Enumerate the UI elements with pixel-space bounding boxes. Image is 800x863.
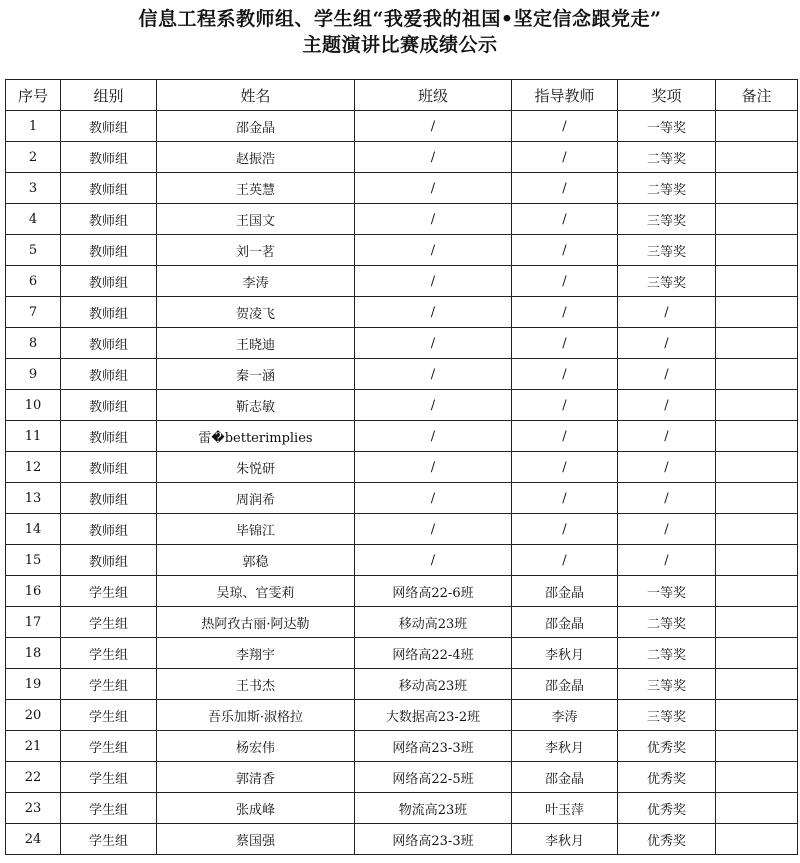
cell-note xyxy=(716,793,798,824)
cell-name: 靳志敏 xyxy=(157,390,355,421)
results-table xyxy=(5,79,798,855)
cell-award: / xyxy=(618,359,716,390)
cell-advisor: 邵金晶 xyxy=(512,576,618,607)
cell-class: / xyxy=(355,514,512,545)
title-line-2: 主题演讲比赛成绩公示 xyxy=(302,34,498,56)
table-row xyxy=(6,359,798,390)
cell-group: 学生组 xyxy=(61,700,157,731)
cell-class: / xyxy=(355,204,512,235)
cell-advisor: / xyxy=(512,514,618,545)
cell-no: 7 xyxy=(6,297,61,328)
header-advisor: 指导教师 xyxy=(512,80,618,111)
cell-name: 毕锦江 xyxy=(157,514,355,545)
cell-note xyxy=(716,142,798,173)
cell-class: / xyxy=(355,359,512,390)
cell-name: 吴琼、官雯莉 xyxy=(157,576,355,607)
cell-advisor: 李秋月 xyxy=(512,731,618,762)
cell-award: 二等奖 xyxy=(618,607,716,638)
cell-class: 网络高22-4班 xyxy=(355,638,512,669)
cell-award: / xyxy=(618,297,716,328)
cell-class: 网络高23-3班 xyxy=(355,824,512,855)
cell-name: 王晓迪 xyxy=(157,328,355,359)
cell-no: 10 xyxy=(6,390,61,421)
cell-advisor: 李秋月 xyxy=(512,638,618,669)
cell-note xyxy=(716,266,798,297)
cell-class: / xyxy=(355,111,512,142)
cell-name: 李涛 xyxy=(157,266,355,297)
table-row xyxy=(6,142,798,173)
cell-advisor: 李秋月 xyxy=(512,824,618,855)
cell-class: 网络高22-6班 xyxy=(355,576,512,607)
title-line-1: 信息工程系教师组、学生组“我爱我的祖国•坚定信念跟党走” xyxy=(138,8,662,30)
cell-advisor: 邵金晶 xyxy=(512,762,618,793)
cell-award: / xyxy=(618,421,716,452)
cell-class: / xyxy=(355,328,512,359)
cell-note xyxy=(716,390,798,421)
header-class: 班级 xyxy=(355,80,512,111)
cell-group: 教师组 xyxy=(61,545,157,576)
cell-class: 大数据高23-2班 xyxy=(355,700,512,731)
cell-advisor: / xyxy=(512,142,618,173)
cell-class: / xyxy=(355,266,512,297)
table-row xyxy=(6,266,798,297)
cell-advisor: / xyxy=(512,359,618,390)
table-row xyxy=(6,793,798,824)
cell-note xyxy=(716,452,798,483)
cell-award: / xyxy=(618,483,716,514)
cell-class: / xyxy=(355,142,512,173)
table-row xyxy=(6,297,798,328)
cell-award: 三等奖 xyxy=(618,700,716,731)
cell-note xyxy=(716,235,798,266)
cell-no: 24 xyxy=(6,824,61,855)
cell-no: 23 xyxy=(6,793,61,824)
table-row xyxy=(6,700,798,731)
cell-advisor: 邵金晶 xyxy=(512,607,618,638)
cell-note xyxy=(716,545,798,576)
table-row xyxy=(6,762,798,793)
table-body xyxy=(6,111,798,855)
table-row xyxy=(6,638,798,669)
cell-no: 1 xyxy=(6,111,61,142)
cell-name: 周润希 xyxy=(157,483,355,514)
cell-advisor: / xyxy=(512,328,618,359)
cell-award: 二等奖 xyxy=(618,142,716,173)
cell-class: 移动高23班 xyxy=(355,607,512,638)
cell-award: / xyxy=(618,545,716,576)
cell-note xyxy=(716,762,798,793)
cell-award: 三等奖 xyxy=(618,266,716,297)
cell-no: 18 xyxy=(6,638,61,669)
cell-note xyxy=(716,731,798,762)
table-header-row xyxy=(6,80,798,111)
cell-note xyxy=(716,669,798,700)
header-name: 姓名 xyxy=(157,80,355,111)
cell-advisor: / xyxy=(512,235,618,266)
cell-no: 11 xyxy=(6,421,61,452)
cell-advisor: / xyxy=(512,297,618,328)
table-row xyxy=(6,545,798,576)
header-award: 奖项 xyxy=(618,80,716,111)
cell-no: 17 xyxy=(6,607,61,638)
cell-award: 三等奖 xyxy=(618,235,716,266)
cell-note xyxy=(716,483,798,514)
table-row xyxy=(6,607,798,638)
cell-group: 学生组 xyxy=(61,669,157,700)
cell-class: / xyxy=(355,297,512,328)
table-row xyxy=(6,390,798,421)
cell-group: 教师组 xyxy=(61,452,157,483)
cell-advisor: / xyxy=(512,483,618,514)
cell-advisor: / xyxy=(512,421,618,452)
cell-group: 教师组 xyxy=(61,328,157,359)
cell-name: 秦一涵 xyxy=(157,359,355,390)
cell-note xyxy=(716,297,798,328)
cell-award: 优秀奖 xyxy=(618,824,716,855)
cell-class: / xyxy=(355,545,512,576)
cell-no: 3 xyxy=(6,173,61,204)
cell-name: 刘一茗 xyxy=(157,235,355,266)
cell-no: 12 xyxy=(6,452,61,483)
table-row xyxy=(6,204,798,235)
cell-name: 吾乐加斯·淑格拉 xyxy=(157,700,355,731)
cell-name: 王书杰 xyxy=(157,669,355,700)
cell-note xyxy=(716,328,798,359)
cell-award: 二等奖 xyxy=(618,638,716,669)
cell-group: 学生组 xyxy=(61,762,157,793)
cell-class: 网络高22-5班 xyxy=(355,762,512,793)
cell-award: 三等奖 xyxy=(618,669,716,700)
cell-name: 张成峰 xyxy=(157,793,355,824)
cell-advisor: / xyxy=(512,390,618,421)
cell-class: / xyxy=(355,173,512,204)
cell-advisor: 李涛 xyxy=(512,700,618,731)
cell-class: 网络高23-3班 xyxy=(355,731,512,762)
header-group: 组别 xyxy=(61,80,157,111)
cell-award: 优秀奖 xyxy=(618,793,716,824)
table-row xyxy=(6,824,798,855)
cell-award: / xyxy=(618,390,716,421)
cell-group: 教师组 xyxy=(61,266,157,297)
cell-award: 二等奖 xyxy=(618,173,716,204)
cell-group: 教师组 xyxy=(61,421,157,452)
cell-award: 优秀奖 xyxy=(618,731,716,762)
cell-group: 教师组 xyxy=(61,173,157,204)
cell-class: 移动高23班 xyxy=(355,669,512,700)
cell-advisor: / xyxy=(512,111,618,142)
table-row xyxy=(6,235,798,266)
cell-class: / xyxy=(355,390,512,421)
cell-award: / xyxy=(618,328,716,359)
table-row xyxy=(6,483,798,514)
cell-award: 优秀奖 xyxy=(618,762,716,793)
table-row xyxy=(6,328,798,359)
cell-class: / xyxy=(355,421,512,452)
cell-name: 朱悦研 xyxy=(157,452,355,483)
table-row xyxy=(6,514,798,545)
cell-group: 学生组 xyxy=(61,607,157,638)
cell-name: 蔡国强 xyxy=(157,824,355,855)
cell-name: 雷�betterimplies xyxy=(157,421,355,452)
cell-no: 2 xyxy=(6,142,61,173)
table-row xyxy=(6,421,798,452)
cell-note xyxy=(716,700,798,731)
cell-note xyxy=(716,607,798,638)
cell-group: 学生组 xyxy=(61,638,157,669)
cell-no: 14 xyxy=(6,514,61,545)
table-row xyxy=(6,576,798,607)
cell-award: / xyxy=(618,514,716,545)
cell-group: 教师组 xyxy=(61,142,157,173)
cell-no: 20 xyxy=(6,700,61,731)
cell-group: 教师组 xyxy=(61,483,157,514)
table-row xyxy=(6,731,798,762)
cell-group: 教师组 xyxy=(61,297,157,328)
cell-no: 16 xyxy=(6,576,61,607)
cell-name: 李翔宇 xyxy=(157,638,355,669)
cell-group: 教师组 xyxy=(61,204,157,235)
header-note: 备注 xyxy=(716,80,798,111)
cell-award: 三等奖 xyxy=(618,204,716,235)
header-no: 序号 xyxy=(6,80,61,111)
cell-advisor: / xyxy=(512,173,618,204)
table-row xyxy=(6,669,798,700)
document-title xyxy=(0,6,800,58)
cell-no: 22 xyxy=(6,762,61,793)
cell-name: 杨宏伟 xyxy=(157,731,355,762)
cell-note xyxy=(716,576,798,607)
cell-group: 学生组 xyxy=(61,731,157,762)
cell-award: / xyxy=(618,452,716,483)
cell-no: 9 xyxy=(6,359,61,390)
table-row xyxy=(6,173,798,204)
cell-name: 王英慧 xyxy=(157,173,355,204)
cell-note xyxy=(716,421,798,452)
cell-group: 教师组 xyxy=(61,235,157,266)
cell-group: 学生组 xyxy=(61,576,157,607)
cell-note xyxy=(716,638,798,669)
cell-no: 13 xyxy=(6,483,61,514)
cell-no: 19 xyxy=(6,669,61,700)
cell-note xyxy=(716,824,798,855)
cell-group: 学生组 xyxy=(61,793,157,824)
cell-no: 5 xyxy=(6,235,61,266)
cell-no: 15 xyxy=(6,545,61,576)
cell-advisor: 邵金晶 xyxy=(512,669,618,700)
cell-class: / xyxy=(355,452,512,483)
cell-name: 邵金晶 xyxy=(157,111,355,142)
cell-name: 贺凌飞 xyxy=(157,297,355,328)
cell-note xyxy=(716,173,798,204)
cell-group: 学生组 xyxy=(61,824,157,855)
cell-award: 一等奖 xyxy=(618,576,716,607)
cell-group: 教师组 xyxy=(61,390,157,421)
cell-class: / xyxy=(355,483,512,514)
cell-name: 王国文 xyxy=(157,204,355,235)
cell-name: 郭稳 xyxy=(157,545,355,576)
cell-advisor: / xyxy=(512,452,618,483)
cell-no: 8 xyxy=(6,328,61,359)
cell-group: 教师组 xyxy=(61,111,157,142)
cell-no: 4 xyxy=(6,204,61,235)
cell-note xyxy=(716,204,798,235)
table-row xyxy=(6,111,798,142)
cell-name: 郭清香 xyxy=(157,762,355,793)
cell-note xyxy=(716,514,798,545)
cell-note xyxy=(716,111,798,142)
cell-name: 赵振浩 xyxy=(157,142,355,173)
table-row xyxy=(6,452,798,483)
cell-no: 21 xyxy=(6,731,61,762)
cell-name: 热阿孜古丽·阿达勒 xyxy=(157,607,355,638)
cell-award: 一等奖 xyxy=(618,111,716,142)
cell-note xyxy=(716,359,798,390)
cell-group: 教师组 xyxy=(61,359,157,390)
cell-group: 教师组 xyxy=(61,514,157,545)
cell-advisor: / xyxy=(512,204,618,235)
cell-class: 物流高23班 xyxy=(355,793,512,824)
cell-class: / xyxy=(355,235,512,266)
cell-advisor: 叶玉萍 xyxy=(512,793,618,824)
cell-no: 6 xyxy=(6,266,61,297)
cell-advisor: / xyxy=(512,545,618,576)
cell-advisor: / xyxy=(512,266,618,297)
